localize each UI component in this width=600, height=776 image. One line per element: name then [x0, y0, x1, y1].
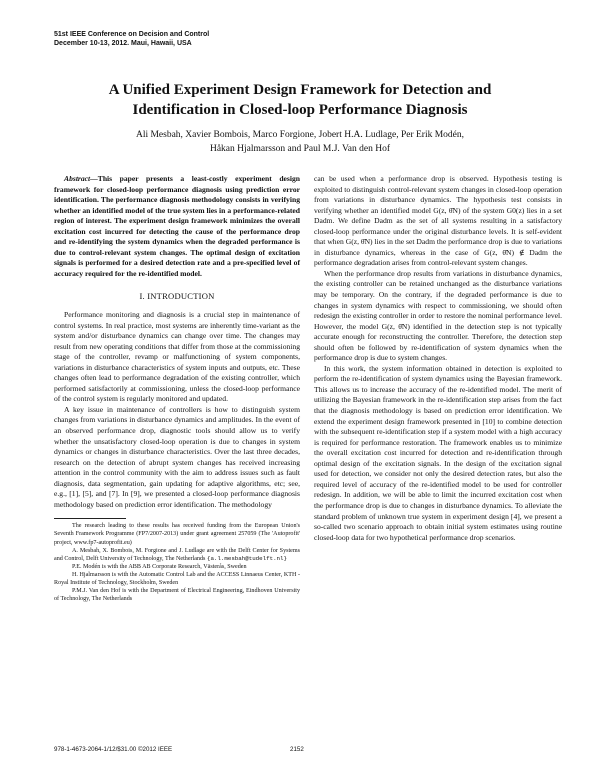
abstract-label: Abstract: [64, 174, 91, 183]
footnote-divider: [54, 518, 126, 519]
abstract-text: This paper presents a least-costly experiment design framework for closed-loop performance diagnosis using prediction error identification. The performance diagnosis methodology consists in verifying whether an identified model of the true system lies in a performance-related region of interest. The experiment design framework minimizes the overall excitation cost incurred for detecting the cause of the performance drop and re-identifying the system dynamics when the degraded performance is due to control-relevant system changes. The optimal design of excitation signals is performed for a desired detection rate and a pre-specified level of accuracy required for the re-identified model.: [54, 174, 300, 278]
conference-name: 51st IEEE Conference on Decision and Control: [54, 31, 210, 38]
footnote-abb-text: P.E. Modén is with the ABB AB Corporate Research, Västerås, Sweden: [72, 563, 247, 570]
right-column: [314, 174, 562, 543]
footnote-funding: [54, 522, 300, 546]
paper-title-line-2: Identification in Closed-loop Performance Diagnosis: [132, 102, 468, 118]
authors-line-2: Håkan Hjalmarsson and Paul M.J. Van den Hof: [209, 144, 391, 154]
conference-header: [54, 30, 209, 48]
intro-paragraph-3: can be used when a performance drop is observed. Hypothesis testing is exploited to distinguish control-relevant system changes in closed-loop operation from variations in disturbance dynamics. The hypothesis test consists in verifying whether an identified model G(z, θ̂N) of the system G0(z) lies in a set Dadm. We define Dadm as the set of all systems resulting in a satisfactory closed-loop performance under the original disturbance levels. It is self-evident that when G(z, θ̂N) lies in the set Dadm the performance drop is due to variations in disturbance dynamics, whereas in the case of G(z, θ̂N) ∉ Dadm the performance degradation arises from control-relevant system changes.: [314, 174, 562, 268]
abstract-dash: —: [90, 174, 98, 183]
conference-date-location: December 10-13, 2012. Maui, Hawaii, USA: [54, 40, 192, 47]
footnote-affiliation-abb: [54, 563, 300, 571]
section-heading-introduction: I. INTRODUCTION: [139, 291, 215, 302]
footnote-tue-text: P.M.J. Van den Hof is with the Department of Electrical Engineering, Eindhoven University of Technology, The Netherlands: [54, 587, 300, 602]
footnote-kth-text: H. Hjalmarsson is with the Automatic Control Lab and the ACCESS Linnaeus Center, KTH - Royal Institute of Technology, Stockholm, Sweden: [54, 571, 300, 586]
intro-paragraph-1: Performance monitoring and diagnosis is a crucial step in maintenance of control systems. In real practice, most systems are inherently time-variant as the system and/or disturbance dynamics can change over time. The changes may result from new operating conditions that differ from those at the commissioning stage of the controller, revamp or malfunctioning of system components, variations in disturbance characteristics of system inputs and outputs, etc. These changes often lead to performance degradation of the existing controller, which performed satisfactorily at commissioning, unless the closed-loop performance of the control system is regularly monitored and updated.: [54, 310, 300, 404]
footnote-affiliation-delft: [54, 547, 300, 563]
paper-title: [30, 80, 570, 120]
abstract: [54, 174, 300, 279]
left-column: [54, 174, 300, 603]
intro-paragraph-5: In this work, the system information obtained in detection is exploited to perform the re-identification of system dynamics using the Bayesian framework. This allows us to increase the accuracy of the re-identified model. The merit of utilizing the Bayesian framework in the re-identification step arises from the fact that the diagnosis methodology is based on prediction error identification. We extend the experiment design framework presented in [10] to combine detection with the subsequent re-identification step if a system model with a high accuracy is required for performance restoration. The framework enables us to minimize the overall excitation cost incurred for detection and re-identification through optimal design of the excitation signals. In the design of the excitation signal used for detection, we consider not only the desired detection rates, but also the required level of accuracy of the re-identified model to be used for controller redesign. In addition, we will be able to limit the incurred excitation cost when the performance drop is due to changes in disturbance dynamics. To alleviate the standard problem of unknown true system in experiment design [4], we present a so-called two scenario approach to obtain initial system estimates using routine closed-loop data for two hypothetical performance drop scenarios.: [314, 363, 562, 542]
author-list: [40, 128, 560, 156]
footnote-delft-text: A. Mesbah, X. Bombois, M. Forgione and J. Ludlage are with the Delft Center for Systems and Control, Delft University of Technology, The Netherlands: [54, 547, 300, 562]
authors-line-1: Ali Mesbah, Xavier Bombois, Marco Forgione, Jobert H.A. Ludlage, Per Erik Modén,: [135, 130, 465, 140]
intro-paragraph-2: A key issue in maintenance of controllers is how to distinguish system changes from variations in disturbance dynamics and amplitudes. In the event of an observed performance drop, diagnostic tools should allow us to verify whether the unsatisfactory closed-loop operation is due to changes in system dynamics or changes in disturbance characteristics. Over the last three decades, research on the detection of abrupt system changes has received increasing attention in the control community with the aim to address issues such as fault diagnosis, data segmentation, gain updating for adaptive algorithms, etc; see, e.g., [1], [5], and [7]. In [9], we presented a closed-loop performance diagnosis methodology based on prediction error identification. The methodology: [54, 404, 300, 509]
footnote-affiliation-kth: [54, 571, 300, 587]
paper-title-line-1: A Unified Experiment Design Framework for Detection and: [108, 82, 492, 98]
footnote-funding-text: The research leading to these results has received funding from the European Union's Seventh Framework Programme (FP7/2007-2013) under grant agreement 257059 (The 'Autoprofit' project, www.fp7-autoprofit.eu): [54, 523, 300, 546]
intro-paragraph-4: When the performance drop results from variations in disturbance dynamics, the existing controller can be retained unchanged as the disturbance variations may be temporary. On the contrary, if the degraded performance is due to changes in system dynamics with respect to commissioning, we should often redesign the existing controller in order to restore the nominal performance level. However, the model G(z, θ̂N) identified in the detection step is not typically accurate enough for reconstructing the controller. Therefore, the detection step should often be followed by re-identification of system dynamics when the performance drop is due to system changes.: [314, 268, 562, 363]
footer-isbn-copyright: 978-1-4673-2064-1/12/$31.00 ©2012 IEEE: [54, 746, 173, 753]
footnote-email: {a.l.mesbah@tudelft.nl}: [206, 554, 287, 562]
page-number: 2152: [290, 746, 304, 753]
footnote-affiliation-tue: [54, 587, 300, 603]
